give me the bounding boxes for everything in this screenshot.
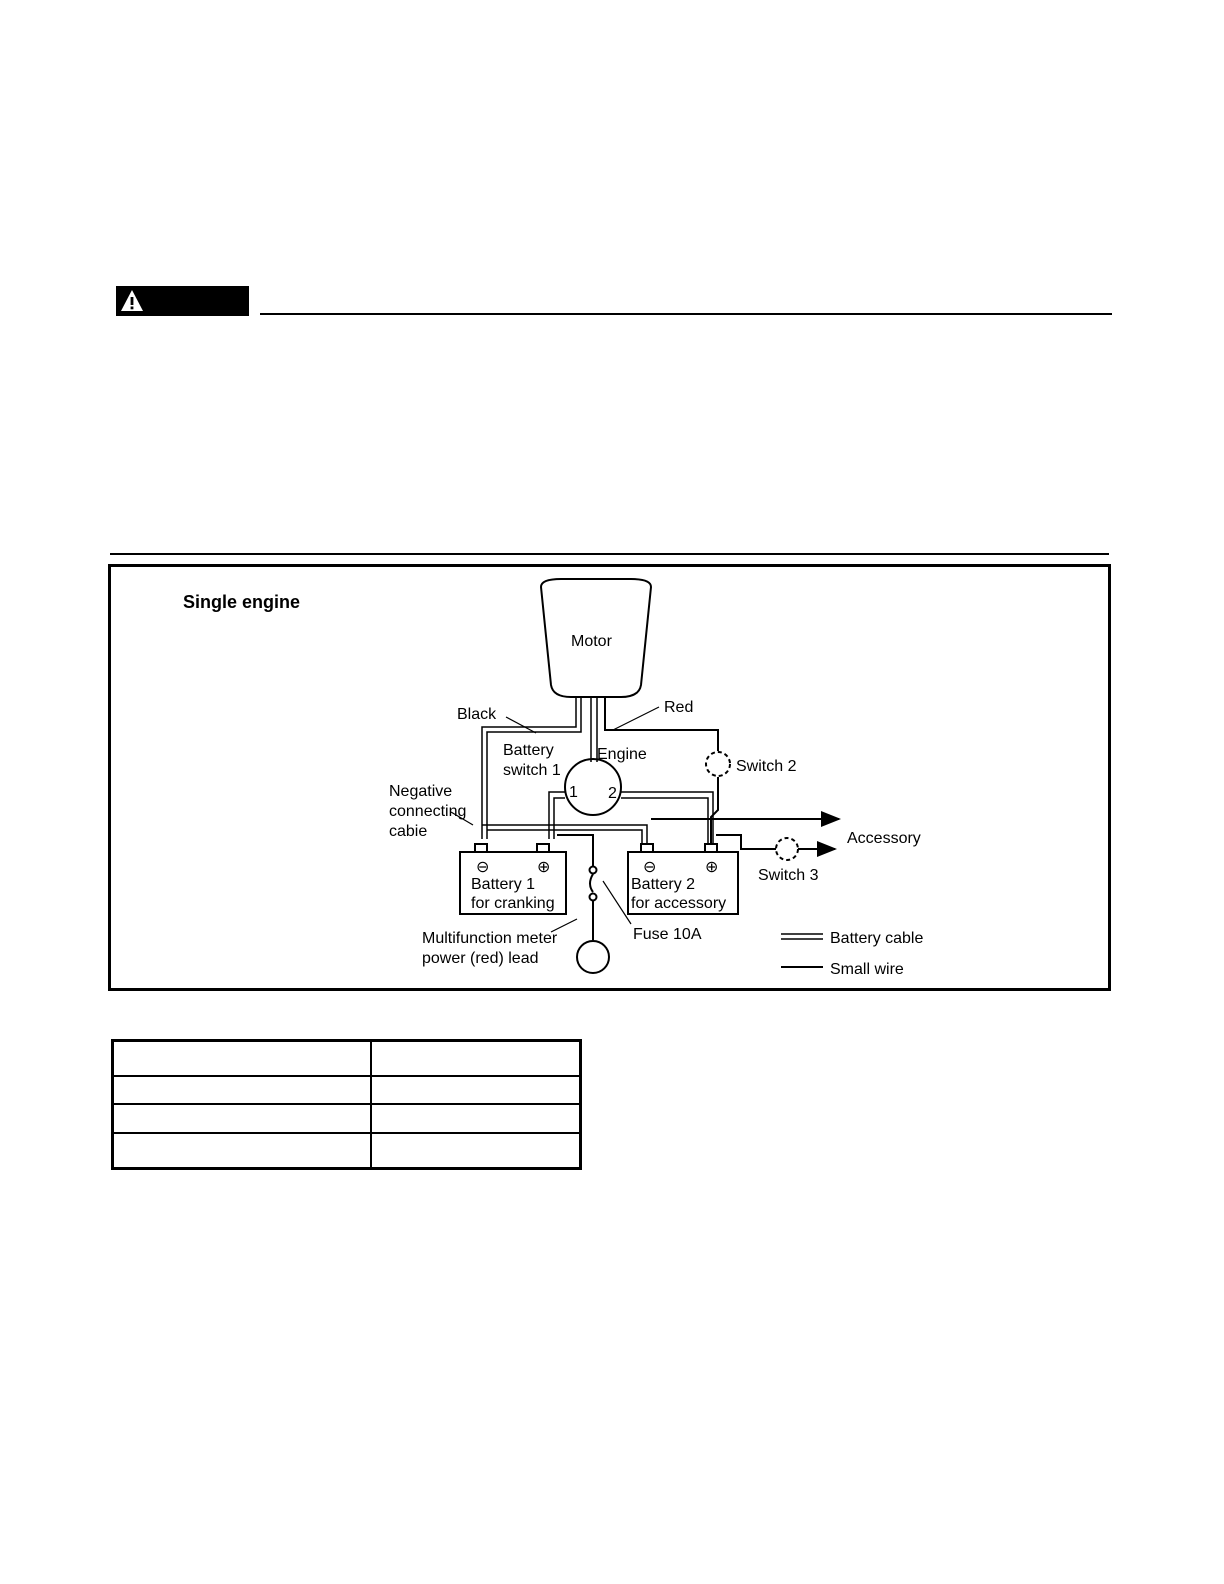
wiring-diagram-figure <box>108 564 1111 991</box>
fuse-label: Fuse 10A <box>633 926 702 943</box>
battery-switch-label-line: Battery <box>503 742 554 759</box>
multifunction-meter <box>577 941 609 973</box>
engine-label: Engine <box>597 746 647 763</box>
table-row <box>113 1104 581 1132</box>
legend-small-wire-label: Small wire <box>830 961 904 978</box>
red-wire <box>605 697 718 751</box>
table-cell <box>371 1133 581 1169</box>
legend-battery-cable-line <box>781 934 823 939</box>
table-cell <box>371 1041 581 1077</box>
battery-1-plus-icon: ⊕ <box>537 859 551 876</box>
battery-2-plus-icon: ⊕ <box>705 859 719 876</box>
switch-1-cable <box>549 792 565 839</box>
warning-badge <box>116 286 249 316</box>
figure-title: Single engine <box>183 592 301 612</box>
meter-lead-label-line: power (red) lead <box>422 950 539 967</box>
wiring-diagram <box>111 567 1108 988</box>
switch-2 <box>706 752 730 776</box>
table-cell <box>113 1041 372 1077</box>
negative-cable-label-line: connecting <box>389 803 467 820</box>
table-row <box>113 1041 581 1077</box>
table-row <box>113 1076 581 1104</box>
switch-3-label: Switch 3 <box>758 867 819 884</box>
switch-3 <box>776 838 798 860</box>
red-label: Red <box>664 699 694 716</box>
black-label: Black <box>457 706 497 723</box>
battery-2-label-line: Battery 2 <box>631 876 696 893</box>
battery-1-minus-icon: ⊖ <box>476 859 490 876</box>
switch-2-label: Switch 2 <box>736 758 797 775</box>
battery-1-label-line: for cranking <box>471 895 555 912</box>
warning-triangle-icon <box>120 289 144 313</box>
table-row <box>113 1133 581 1169</box>
table-cell <box>113 1076 372 1104</box>
battery-2-label-line: for accessory <box>631 895 727 912</box>
battery-2-label <box>631 876 726 912</box>
table-cell <box>113 1133 372 1169</box>
battery-switch-label <box>503 742 561 779</box>
negative-cable-label-line: cabie <box>389 823 428 840</box>
battery-2-minus-icon: ⊖ <box>643 859 657 876</box>
switch-position-2: 2 <box>608 785 617 802</box>
table-cell <box>113 1104 372 1132</box>
table-cell <box>371 1076 581 1104</box>
motor-label: Motor <box>571 633 612 650</box>
battery-1-label <box>471 876 555 912</box>
section-rule <box>110 553 1109 555</box>
accessory-label: Accessory <box>847 830 921 847</box>
warning-rule <box>260 313 1112 315</box>
meter-lead-label <box>422 930 562 967</box>
negative-cable-label <box>389 783 471 840</box>
spec-table <box>111 1039 582 1170</box>
legend-battery-cable-label: Battery cable <box>830 930 924 947</box>
switch-position-1: 1 <box>569 784 578 801</box>
battery-switch-label-line: switch 1 <box>503 762 561 779</box>
battery-1-label-line: Battery 1 <box>471 876 536 893</box>
switch-3-wire <box>716 835 776 849</box>
negative-cable-label-line: Negative <box>389 783 453 800</box>
table-cell <box>371 1104 581 1132</box>
meter-lead-label-line: Multifunction meter <box>422 930 558 947</box>
